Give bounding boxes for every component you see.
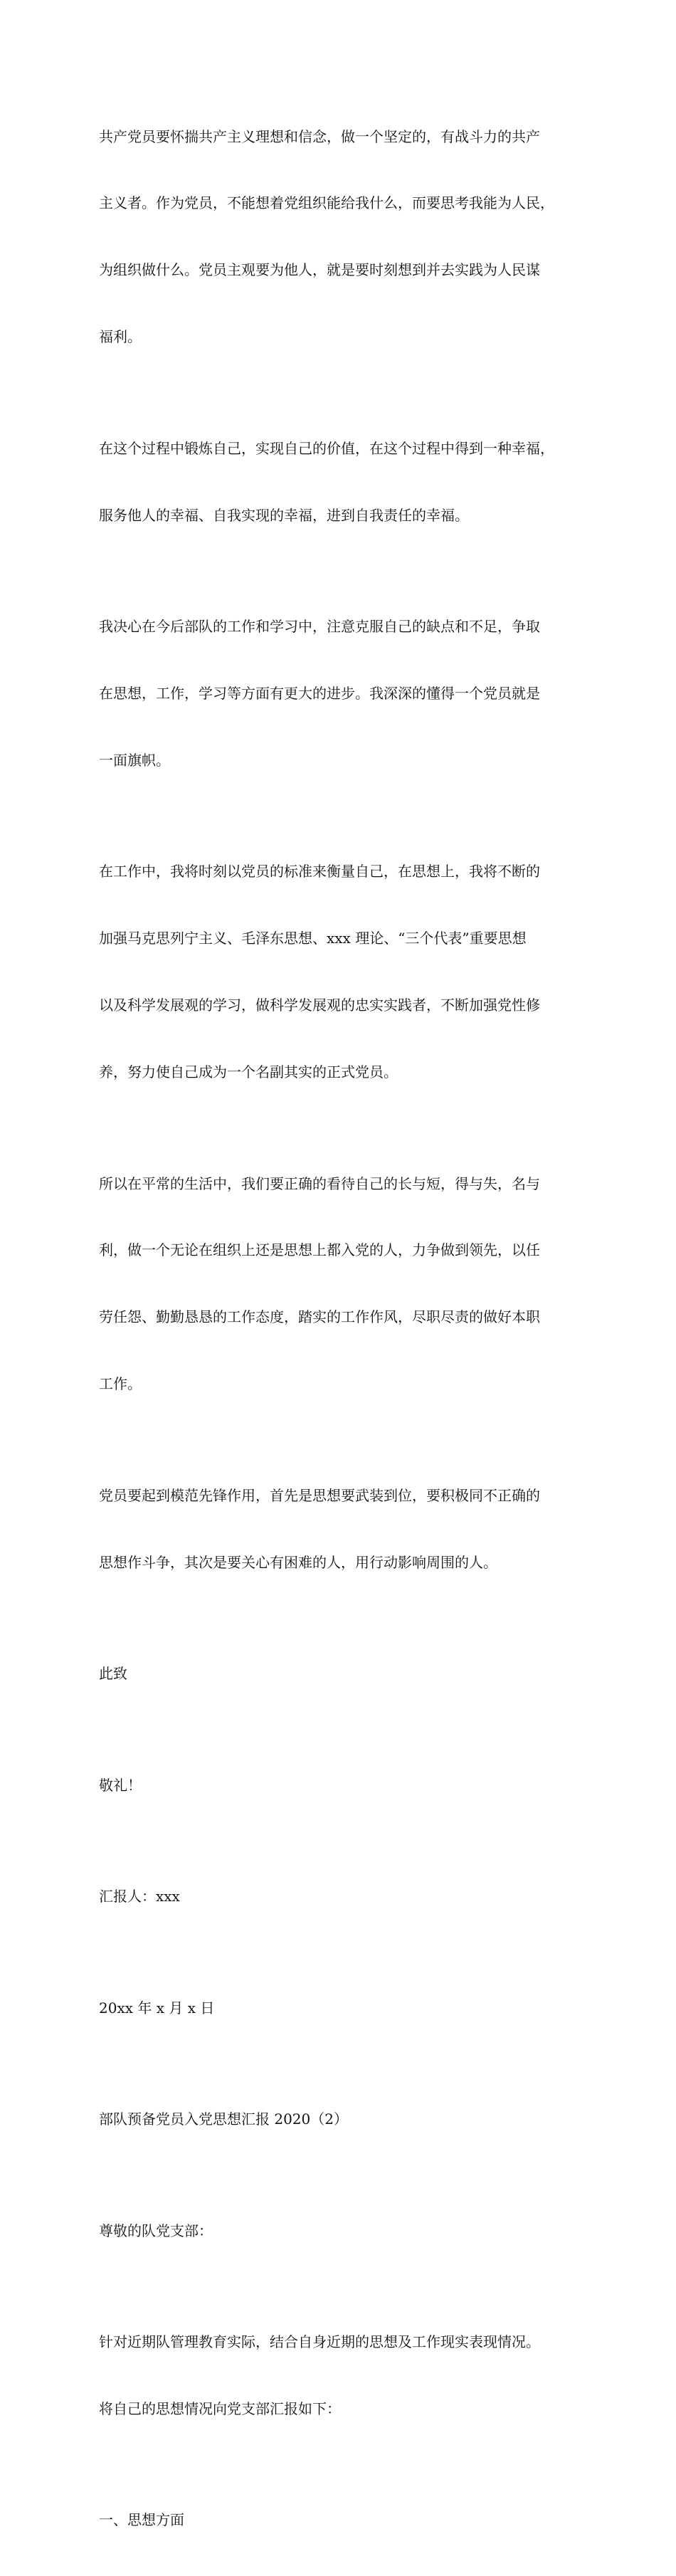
subsection-heading bbox=[99, 2465, 583, 2576]
closing-regards bbox=[99, 1730, 583, 1841]
paragraph bbox=[99, 81, 583, 393]
text-line: 服务他人的幸福、自我实现的幸福，进到自我责任的幸福。 bbox=[99, 506, 469, 524]
text-line: 利，做一个无论在组织上还是思想上都入党的人，力争做到领先，以任 bbox=[99, 1241, 540, 1259]
text-line: 一、思想方面 bbox=[99, 2511, 184, 2529]
text-line: 我决心在今后部队的工作和学习中，注意克服自己的缺点和不足，争取 bbox=[99, 618, 540, 636]
greeting bbox=[99, 2175, 583, 2286]
text-line: 20xx 年 x 月 x 日 bbox=[99, 1999, 215, 2017]
text-line: 在思想，工作，学习等方面有更大的进步。我深深的懂得一个党员就是 bbox=[99, 685, 540, 703]
text-line: 部队预备党员入党思想汇报 2020（2） bbox=[99, 2110, 348, 2128]
text-line: 养，努力使自己成为一个名副其实的正式党员。 bbox=[99, 1063, 398, 1081]
paragraph bbox=[99, 572, 583, 816]
document-body bbox=[99, 81, 583, 2576]
text-line: 为组织做什么。党员主观要为他人，就是要时刻想到并去实践为人民谋 bbox=[99, 261, 540, 279]
text-line: 此致 bbox=[99, 1665, 127, 1683]
report-date bbox=[99, 1952, 583, 2064]
reporter-signature bbox=[99, 1841, 583, 1952]
text-line: 尊敬的队党支部： bbox=[99, 2222, 213, 2239]
closing-salutation bbox=[99, 1618, 583, 1729]
text-line: 劳任怨、勤勤恳恳的工作态度，踏实的工作作风，尽职尽责的做好本职 bbox=[99, 1308, 540, 1326]
text-line: 思想作斗争，其次是要关心有困难的人，用行动影响周围的人。 bbox=[99, 1553, 497, 1571]
paragraph bbox=[99, 2286, 583, 2464]
text-line: 主义者。作为党员，不能想着党组织能给我什么，而要思考我能为人民， bbox=[99, 194, 554, 212]
text-line: 一面旗帜。 bbox=[99, 751, 170, 769]
text-line: 以及科学发展观的学习，做科学发展观的忠实实践者，不断加强党性修 bbox=[99, 997, 540, 1014]
text-line: 福利。 bbox=[99, 328, 142, 346]
text-line: 党员要起到模范先锋作用，首先是思想要武装到位，要积极同不正确的 bbox=[99, 1486, 540, 1504]
text-line: 工作。 bbox=[99, 1375, 142, 1393]
paragraph bbox=[99, 816, 583, 1128]
text-line: 在这个过程中锻炼自己，实现自己的价值，在这个过程中得到一种幸福， bbox=[99, 439, 554, 457]
text-line: 针对近期队管理教育实际，结合自身近期的思想及工作现实表现情况。 bbox=[99, 2333, 540, 2350]
text-line: 汇报人：xxx bbox=[99, 1888, 180, 1905]
paragraph bbox=[99, 1440, 583, 1618]
text-line: 将自己的思想情况向党支部汇报如下： bbox=[99, 2399, 341, 2417]
section-title bbox=[99, 2064, 583, 2175]
text-line: 共产党员要怀揣共产主义理想和信念，做一个坚定的，有战斗力的共产 bbox=[99, 127, 540, 145]
text-line: 所以在平常的生活中，我们要正确的看待自己的长与短，得与失，名与 bbox=[99, 1174, 540, 1192]
text-line: 加强马克思列宁主义、毛泽东思想、xxx 理论、“三个代表”重要思想 bbox=[99, 930, 527, 947]
text-line: 在工作中，我将时刻以党员的标准来衡量自己，在思想上，我将不断的 bbox=[99, 863, 540, 880]
paragraph bbox=[99, 393, 583, 571]
paragraph bbox=[99, 1128, 583, 1440]
text-line: 敬礼！ bbox=[99, 1776, 142, 1794]
